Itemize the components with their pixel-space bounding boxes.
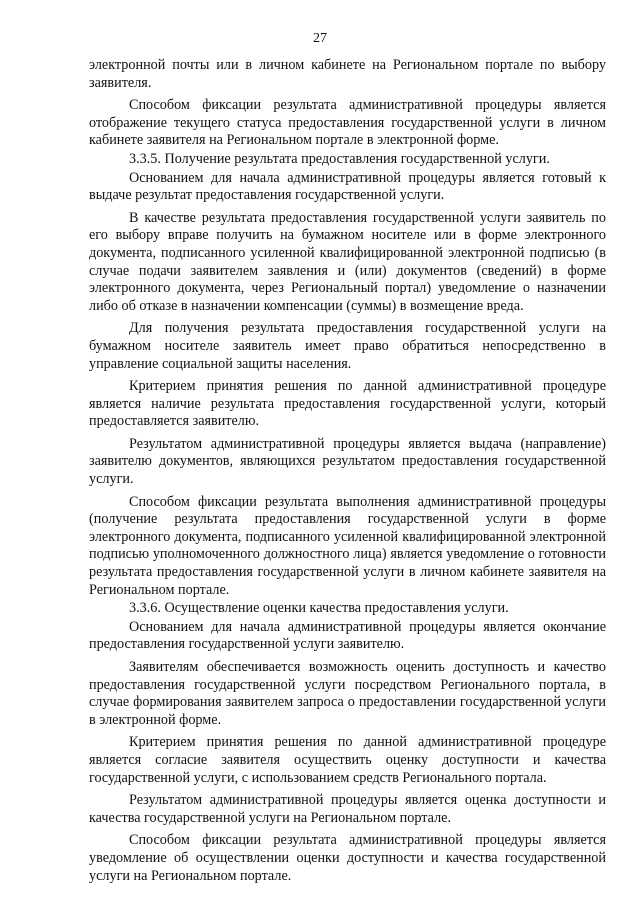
paragraph-criterion-evaluation: Критерием принятия решения по данной административной процедуре является согласие заявителя осуществить оценку доступности и качества государственной услуги, с использованием средств Регионального портала. xyxy=(89,734,606,786)
page-number: 27 xyxy=(313,31,327,46)
paragraph-continuation: электронной почты или в личном кабинете на Региональном портале по выбору заявителя. xyxy=(89,57,606,91)
section-heading-3-3-5: 3.3.5. Получение результата предоставления государственной услуги. xyxy=(129,150,550,167)
paragraph-outcome-evaluation: Результатом административной процедуры является оценка доступности и качества государственной услуги на Региональном портале. xyxy=(89,792,606,826)
paragraph-basis-evaluation: Основанием для начала административной процедуры является окончание предоставления государственной услуги заявителю. xyxy=(89,618,606,653)
paragraph-fixation-notification: Способом фиксации результата выполнения административной процедуры (получение результата предоставления государственной услуги в форме электронного документа, подписанного усиленной квалифицированной электронной подписью уполномоченного должностного лица) является уведомление о готовности результата предоставления государственной услуги в личном кабинете заявителя на Региональном портале. xyxy=(89,493,606,598)
paragraph-criterion-result: Критерием принятия решения по данной административной процедуре является наличие результата предоставления государственной услуги, который предоставляется заявителю. xyxy=(89,378,606,430)
paragraph-paper-result: Для получения результата предоставления государственной услуги на бумажном носителе заявитель имеет право обратиться непосредственно в управление социальной защиты населения. xyxy=(89,320,606,372)
paragraph-fixation-evaluation: Способом фиксации результата административной процедуры является уведомление об осуществлении оценки доступности и качества государственной услуги на Региональном портале. xyxy=(89,832,606,884)
paragraph-outcome-issuance: Результатом административной процедуры является выдача (направление) заявителю документов, являющихся результатом предоставления государственной услуги. xyxy=(89,435,606,488)
paragraph-fixation-status: Способом фиксации результата административной процедуры является отображение текущего статуса предоставления государственной услуги в личном кабинете заявителя на Региональном портале в электронной форме. xyxy=(89,97,606,149)
paragraph-basis-result: Основанием для начала административной процедуры является готовый к выдаче результат предоставления государственной услуги. xyxy=(89,169,606,204)
paragraph-result-options: В качестве результата предоставления государственной услуги заявитель по его выбору вправе получить на бумажном носителе или в форме электронного документа, подписанного усиленной квалифицированной электронной подписью (в случае подачи заявителем заявления и (или) документов (сведений) в форме электронного документа, через Региональный портал) уведомление о назначении либо об отказе в назначении компенсации (суммы) в возмещение вреда. xyxy=(89,209,606,314)
document-body xyxy=(89,57,606,890)
section-heading-3-3-6: 3.3.6. Осуществление оценки качества предоставления услуги. xyxy=(129,600,509,617)
paragraph-evaluation-possibility: Заявителям обеспечивается возможность оценить доступность и качество предоставления государственной услуги посредством Регионального портала, в случае формирования заявителем запроса о предоставлении государственной услуги в электронной форме. xyxy=(89,659,606,728)
